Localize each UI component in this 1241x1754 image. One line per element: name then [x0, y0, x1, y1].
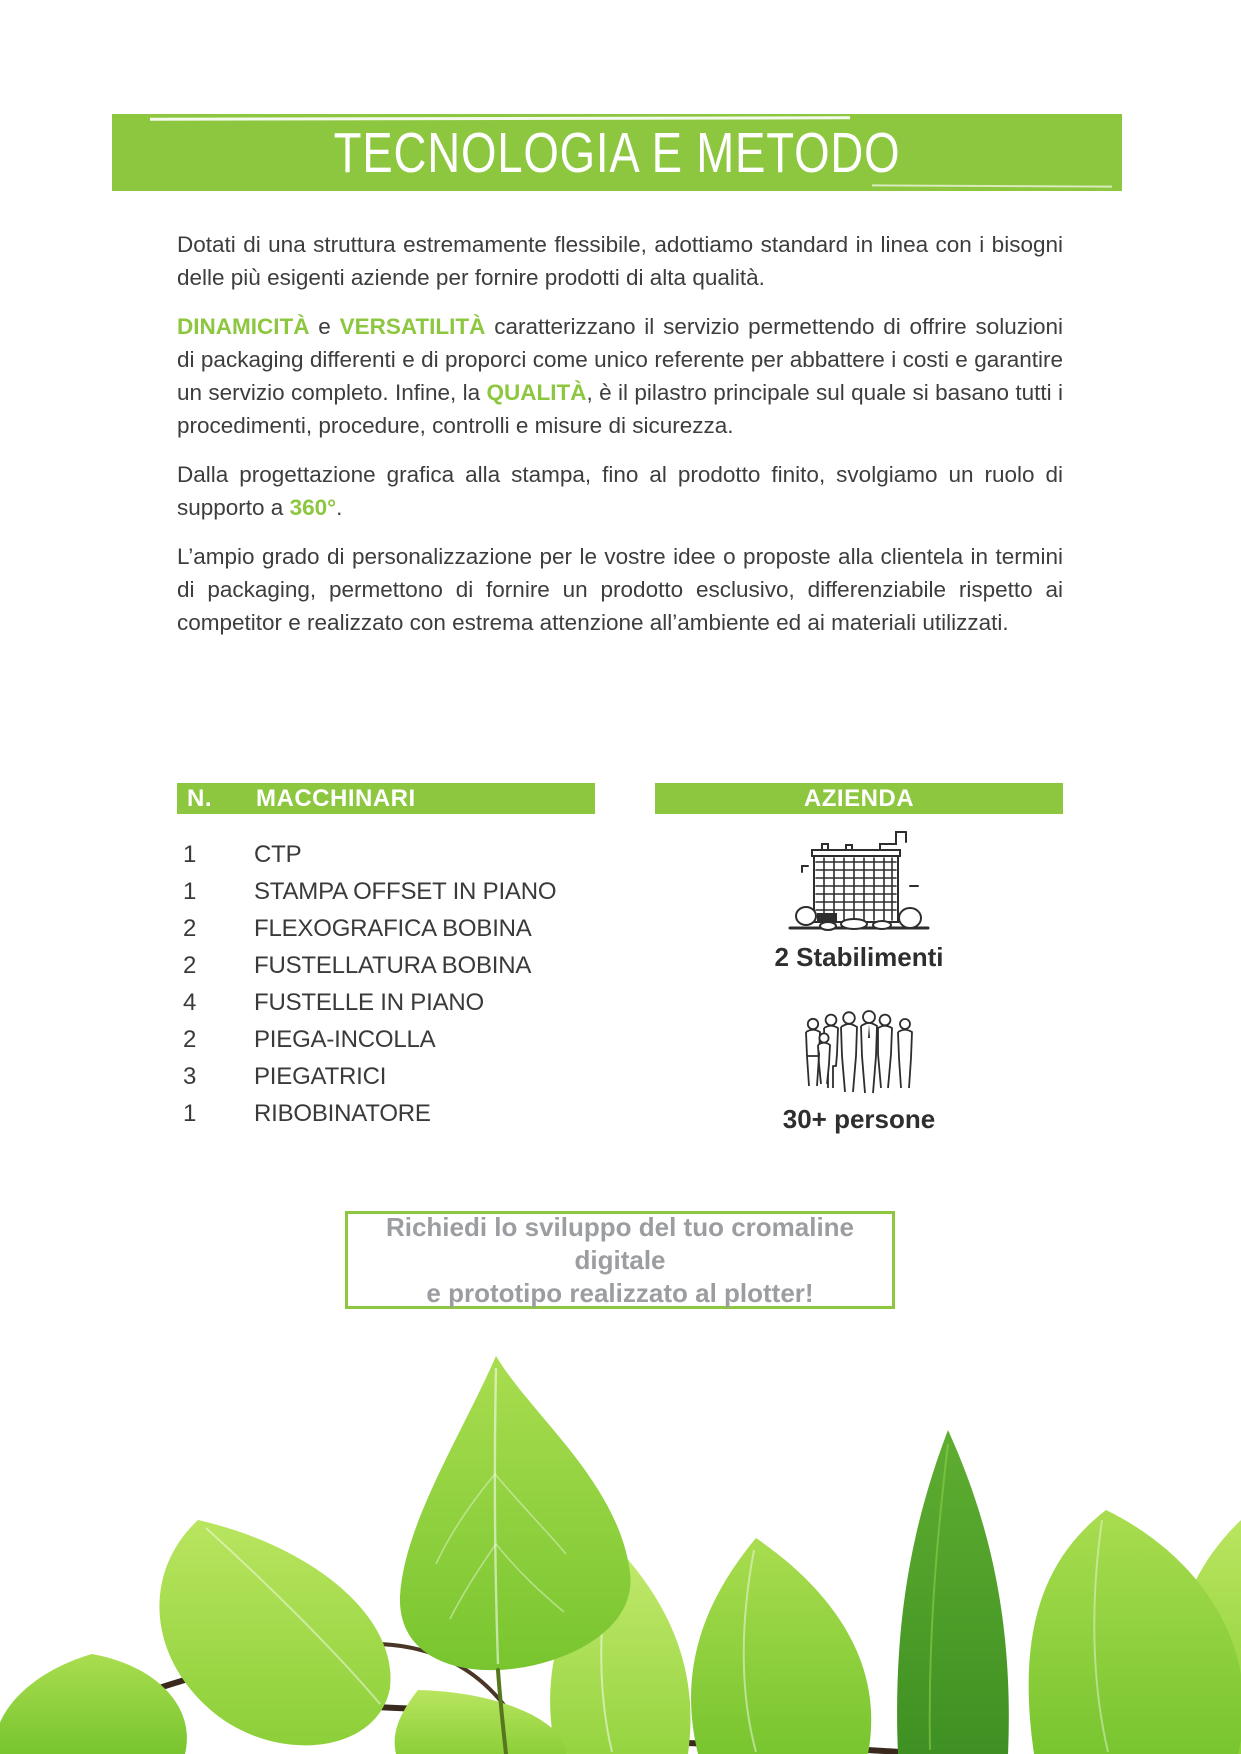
highlighted-text: DINAMICITÀ [177, 314, 310, 339]
machine-name: PIEGA-INCOLLA [254, 1026, 436, 1053]
machinery-table-header [177, 783, 595, 814]
machine-name: CTP [254, 841, 302, 868]
leaves-image [0, 1324, 1241, 1754]
column-header-name: MACCHINARI [256, 785, 416, 812]
body-text: L’ampio grado di personalizzazione per le vostre idee o proposte alla clientela in termini di packaging, permettono di fornire un prodotto esclusivo, differenziabile rispetto ai competitor e realizzato con estrema attenzione all’ambiente ed ai materiali utilizzati. [177, 544, 1063, 635]
body-text: Dalla progettazione grafica alla stampa, fino al prodotto finito, svolgiamo un ruolo di supporto a [177, 462, 1063, 520]
paragraph [177, 228, 1063, 294]
azienda-item-stabilimenti [655, 828, 1063, 973]
machine-name: FUSTELLATURA BOBINA [254, 952, 532, 979]
paragraph [177, 540, 1063, 639]
table-row [177, 1021, 617, 1058]
azienda-item-persone [655, 1008, 1063, 1135]
body-text: . [336, 495, 343, 520]
table-row [177, 1095, 617, 1132]
title-banner [112, 114, 1122, 191]
body-text: , è il pilastro principale sul quale si basano tutti i procedimenti, procedure, controlli e misure di sicurezza. [177, 380, 1063, 438]
machine-count: 2 [183, 1026, 197, 1053]
table-row [177, 836, 617, 873]
stabilimenti-label: 2 Stabilimenti [774, 942, 944, 972]
machine-name: PIEGATRICI [254, 1063, 387, 1090]
azienda-header: AZIENDA [655, 783, 1063, 814]
column-header-number: N. [187, 785, 212, 812]
machine-count: 2 [183, 915, 197, 942]
page-title: TECNOLOGIA E METODO [333, 121, 901, 185]
paragraph [177, 458, 1063, 524]
machine-count: 3 [183, 1063, 197, 1090]
body-text: Dotati di una struttura estremamente flessibile, adottiamo standard in linea con i bisogni delle più esigenti aziende per fornire prodotti di alta qualità. [177, 232, 1063, 290]
highlighted-text: QUALITÀ [486, 380, 587, 405]
machine-count: 4 [183, 989, 197, 1016]
machine-count: 1 [183, 841, 197, 868]
machinery-rows [177, 836, 617, 1132]
paragraph [177, 310, 1063, 442]
highlighted-text: VERSATILITÀ [339, 314, 486, 339]
people-group-icon [797, 1008, 921, 1096]
table-row [177, 947, 617, 984]
table-row [177, 984, 617, 1021]
machine-count: 1 [183, 878, 197, 905]
table-row [177, 1058, 617, 1095]
table-row [177, 910, 617, 947]
cta-line1: Richiedi lo sviluppo del tuo cromaline digitale [385, 1211, 855, 1275]
machine-count: 1 [183, 1100, 197, 1127]
cta-box [345, 1211, 895, 1309]
machine-name: FUSTELLE IN PIANO [254, 989, 484, 1016]
machine-count: 2 [183, 952, 197, 979]
persone-label: 30+ persone [782, 1104, 936, 1134]
paragraphs [177, 228, 1063, 639]
machine-name: RIBOBINATORE [254, 1100, 431, 1127]
table-row [177, 873, 617, 910]
highlighted-text: 360° [289, 495, 337, 520]
building-icon [784, 828, 934, 934]
body-text: caratterizzano il servizio permettendo di offrire soluzioni di packaging differenti e di proporci come unico referente per abbattere i costi e garantire un servizio completo. Infine, la [177, 314, 1063, 405]
body-text: e [309, 314, 340, 339]
machine-name: STAMPA OFFSET IN PIANO [254, 878, 557, 905]
machine-name: FLEXOGRAFICA BOBINA [254, 915, 532, 942]
cta-line2: e prototipo realizzato al plotter! [426, 1277, 814, 1308]
